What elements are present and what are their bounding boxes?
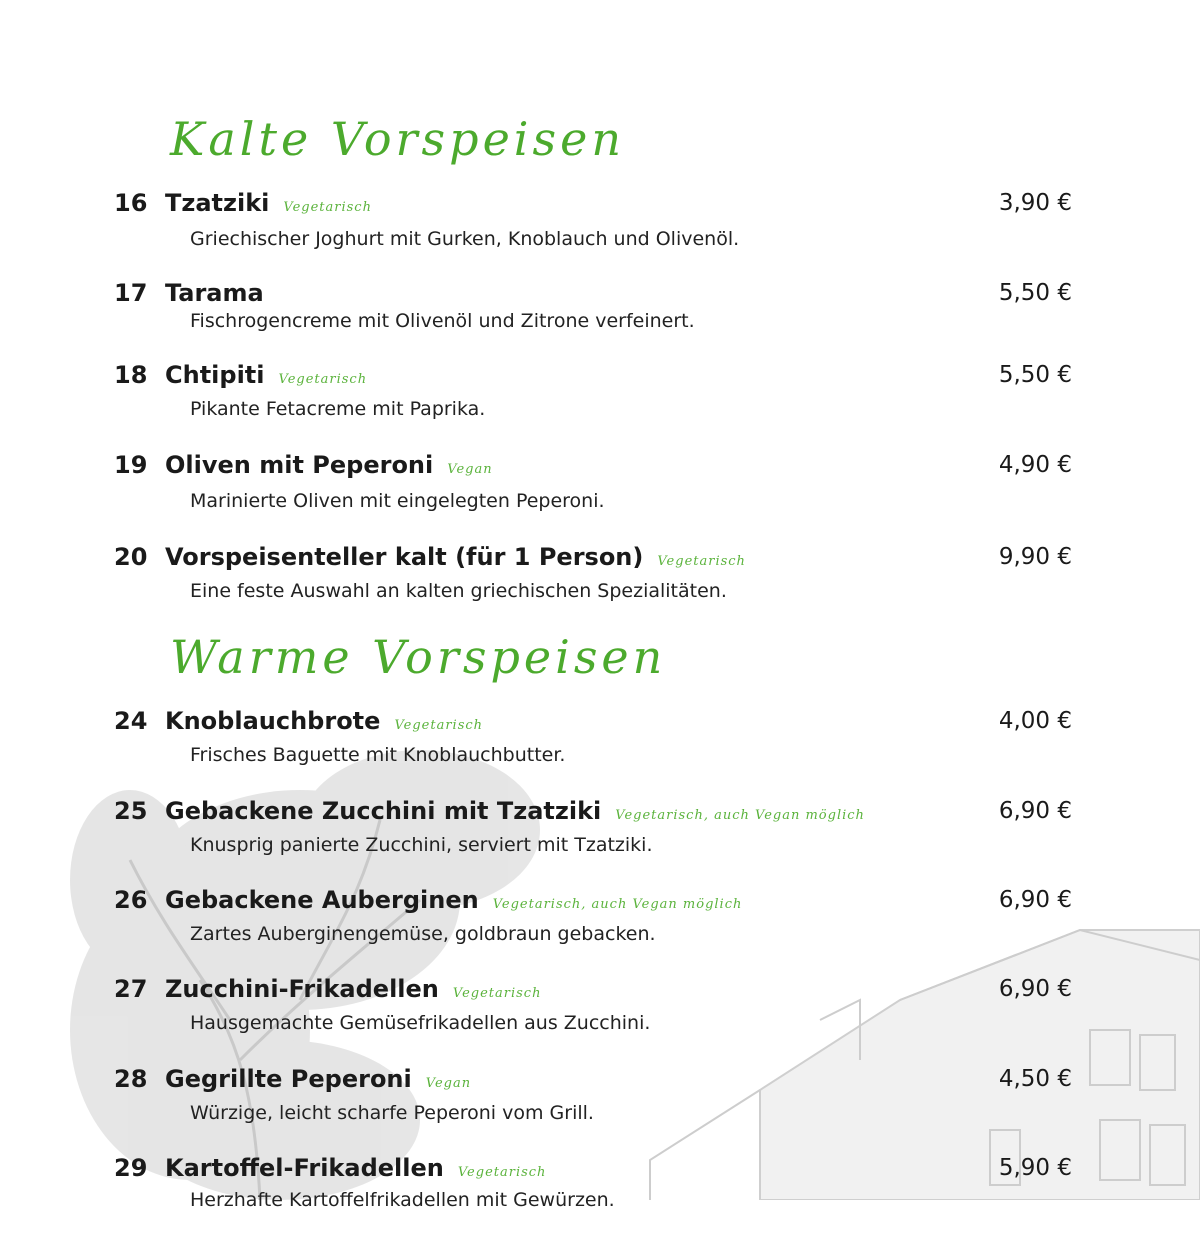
item-price: 4,50 € <box>998 1066 1072 1092</box>
dietary-tag: Vegetarisch <box>278 372 368 387</box>
menu-item <box>0 1064 1200 1144</box>
item-number: 18 <box>114 361 148 389</box>
item-price: 6,90 € <box>998 798 1072 824</box>
dietary-tag: Vegetarisch <box>283 200 372 215</box>
dietary-tag: Vegan <box>447 462 493 477</box>
item-name: Zucchini-Frikadellen <box>165 975 439 1003</box>
menu-item <box>0 450 1200 530</box>
item-name: Gebackene Zucchini mit Tzatziki <box>165 797 602 825</box>
item-name: Knoblauchbrote <box>165 707 381 735</box>
item-description: Herzhafte Kartoffelfrikadellen mit Gewürzen. <box>190 1189 615 1211</box>
item-description: Würzige, leicht scharfe Peperoni vom Grill. <box>190 1102 594 1124</box>
item-price: 4,90 € <box>998 452 1072 478</box>
item-name: Chtipiti <box>165 361 265 389</box>
item-name: Tarama <box>165 279 264 307</box>
item-description: Zartes Auberginengemüse, goldbraun gebacken. <box>190 923 656 945</box>
item-description: Pikante Fetacreme mit Paprika. <box>190 398 486 420</box>
menu-item <box>0 278 1200 358</box>
item-description: Eine feste Auswahl an kalten griechischen Spezialitäten. <box>190 580 727 602</box>
dietary-tag: Vegetarisch <box>394 718 484 733</box>
item-number: 20 <box>114 543 148 571</box>
item-price: 9,90 € <box>998 544 1072 570</box>
menu-item <box>0 542 1200 622</box>
item-name: Gegrillte Peperoni <box>165 1065 412 1093</box>
item-price: 5,50 € <box>998 362 1072 388</box>
item-price: 6,90 € <box>998 887 1072 913</box>
dietary-tag: Vegetarisch <box>657 554 746 569</box>
item-price: 3,90 € <box>998 190 1072 216</box>
item-number: 26 <box>114 886 148 914</box>
item-number: 16 <box>114 189 148 217</box>
section-title: Kalte Vorspeisen <box>170 112 625 166</box>
menu-item <box>0 885 1200 965</box>
item-description: Knusprig panierte Zucchini, serviert mit Tzatziki. <box>190 834 653 856</box>
item-name: Gebackene Auberginen <box>165 886 479 914</box>
menu-item <box>0 1153 1200 1233</box>
item-number: 29 <box>114 1154 148 1182</box>
item-name: Vorspeisenteller kalt (für 1 Person) <box>165 543 644 571</box>
item-price: 4,00 € <box>998 708 1072 734</box>
dietary-tag: Vegetarisch, auch Vegan möglich <box>615 808 865 823</box>
item-description: Frisches Baguette mit Knoblauchbutter. <box>190 744 566 766</box>
item-name: Kartoffel-Frikadellen <box>165 1154 444 1182</box>
item-description: Griechischer Joghurt mit Gurken, Knoblauch und Olivenöl. <box>190 228 740 250</box>
section-title: Warme Vorspeisen <box>170 630 667 684</box>
menu-item <box>0 706 1200 786</box>
item-description: Fischrogencreme mit Olivenöl und Zitrone verfeinert. <box>190 310 695 332</box>
dietary-tag: Vegetarisch <box>452 986 542 1001</box>
menu-item <box>0 974 1200 1054</box>
item-number: 24 <box>114 707 148 735</box>
item-number: 28 <box>114 1065 148 1093</box>
item-number: 27 <box>114 975 148 1003</box>
item-description: Marinierte Oliven mit eingelegten Peperoni. <box>190 490 605 512</box>
item-number: 19 <box>114 451 148 479</box>
menu-item <box>0 360 1200 440</box>
menu-item <box>0 188 1200 268</box>
dietary-tag: Vegetarisch, auch Vegan möglich <box>492 897 743 912</box>
item-price: 6,90 € <box>998 976 1072 1002</box>
dietary-tag: Vegan <box>425 1076 472 1091</box>
item-name: Tzatziki <box>165 189 270 217</box>
item-number: 25 <box>114 797 148 825</box>
item-number: 17 <box>114 279 148 307</box>
item-name: Oliven mit Peperoni <box>165 451 434 479</box>
item-price: 5,90 € <box>998 1155 1072 1181</box>
menu-item <box>0 796 1200 876</box>
item-description: Hausgemachte Gemüsefrikadellen aus Zucchini. <box>190 1012 651 1034</box>
item-price: 5,50 € <box>998 280 1072 306</box>
dietary-tag: Vegetarisch <box>457 1165 547 1180</box>
